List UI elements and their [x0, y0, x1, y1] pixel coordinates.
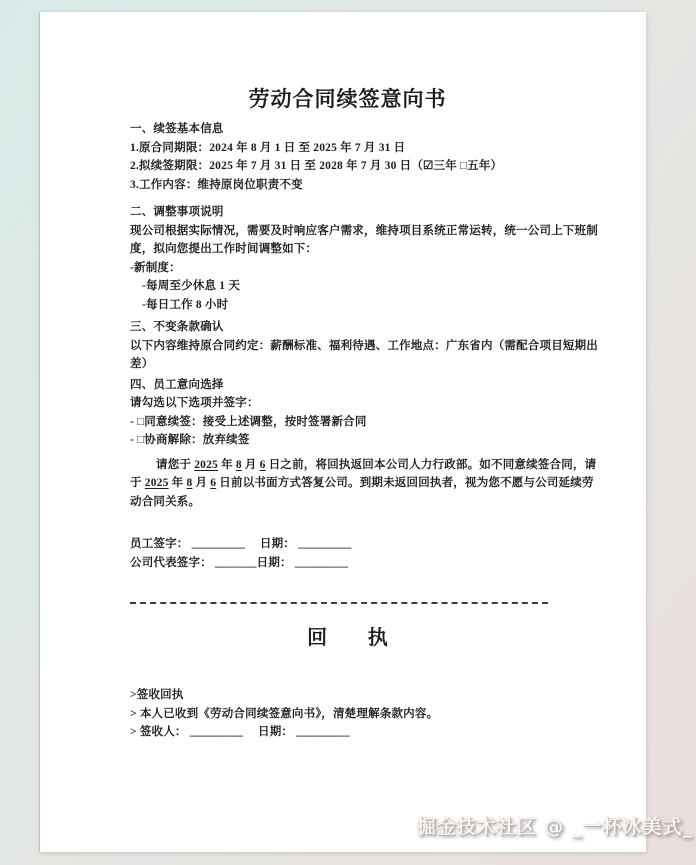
- section-adjustments: [130, 203, 598, 314]
- section-choice-heading: 四、员工意向选择: [130, 378, 224, 391]
- receipt-block: [130, 686, 580, 742]
- notice-line-2: [130, 474, 594, 493]
- underlined-month: 8: [186, 477, 193, 489]
- section-basic-info: [130, 120, 580, 194]
- new-policy-label: -新制度：: [130, 261, 181, 274]
- underlined-day: 6: [259, 458, 266, 471]
- dashed-separator: [130, 602, 548, 604]
- employee-signature-line: 员工签字： _________ 日期： _________: [130, 538, 352, 550]
- option-negotiated-termination: - □协商解除：放弃续签: [130, 434, 250, 446]
- return-deadline-notice: [130, 456, 597, 512]
- unchanged-paragraph-line-1: 以下内容维持原合同约定：薪酬标准、福利待遇、工作地点：广东省内（需配合项目短期出: [130, 339, 598, 352]
- receipt-acknowledgement-line: > 本人已收到《劳动合同续签意向书》，清楚理解条款内容。: [130, 707, 439, 720]
- underlined-day: 6: [210, 477, 217, 489]
- notice-text: 日之前，将回执返回本公司人力行政部。如不同意续签合同，请: [265, 458, 597, 471]
- section-employee-choice: [130, 376, 580, 450]
- adjustments-paragraph-line-2: 度，拟向您提出工作时间调整如下：: [130, 243, 318, 255]
- option-agree-renewal: - □同意续签：接受上述调整，按时签署新合同: [130, 415, 367, 428]
- section-adjustments-heading: 二、调整事项说明: [130, 206, 224, 218]
- underlined-month: 8: [235, 458, 242, 471]
- section-unchanged-heading: 三、不变条款确认: [130, 321, 224, 333]
- notice-line-3: 动合同关系。: [130, 495, 201, 508]
- notice-text: 月: [241, 458, 260, 471]
- company-signature-line: 公司代表签字： _______日期： _________: [130, 556, 349, 569]
- underlined-year: 2025: [144, 477, 169, 489]
- renewal-term-with-checkboxes: 2.拟续签期限：2025 年 7 月 31 日 至 2028 年 7 月 30 日（☑三年 □五年）: [130, 160, 503, 172]
- notice-text: 月: [192, 477, 211, 489]
- adjustments-paragraph-line-1: 现公司根据实际情况，需要及时响应客户需求，维持项目系统正常运转，统一公司上下班制: [130, 224, 598, 237]
- job-content-line: 3.工作内容：维持原岗位职责不变: [130, 178, 303, 191]
- section-unchanged-terms: [130, 318, 598, 374]
- policy-item-rest-day: -每周至少休息 1 天: [142, 280, 241, 292]
- notice-text: 年: [218, 458, 236, 471]
- notice-text: 年: [168, 477, 187, 489]
- notice-line-1: [130, 456, 597, 475]
- section-basic-heading: 一、续签基本信息: [130, 123, 224, 135]
- notice-text: 于: [130, 477, 145, 489]
- choice-intro-line: 请勾选以下选项并签字：: [130, 397, 259, 409]
- document-page: [40, 12, 646, 852]
- document-content: [130, 12, 598, 742]
- watermark: 掘金技术社区 @ _一杯冰美式_: [416, 816, 693, 838]
- original-contract-term: 1.原合同期限：2024 年 8 月 1 日 至 2025 年 7 月 31 日: [130, 141, 406, 154]
- unchanged-paragraph-line-2: 差）: [130, 358, 154, 370]
- document-title: 劳动合同续签意向书: [248, 87, 447, 111]
- underlined-year: 2025: [194, 458, 218, 471]
- receipt-signer-line: > 签收人： _________ 日期： _________: [130, 726, 350, 738]
- notice-text: 日前以书面方式答复公司。到期未返回回执者，视为您不愿与公司延续劳: [216, 477, 594, 489]
- signature-block: [130, 535, 580, 572]
- receipt-title: 回 执: [307, 625, 388, 649]
- notice-text: 请您于: [156, 458, 195, 471]
- policy-item-work-hours: -每日工作 8 小时: [142, 298, 229, 311]
- receipt-heading: >签收回执: [130, 689, 184, 701]
